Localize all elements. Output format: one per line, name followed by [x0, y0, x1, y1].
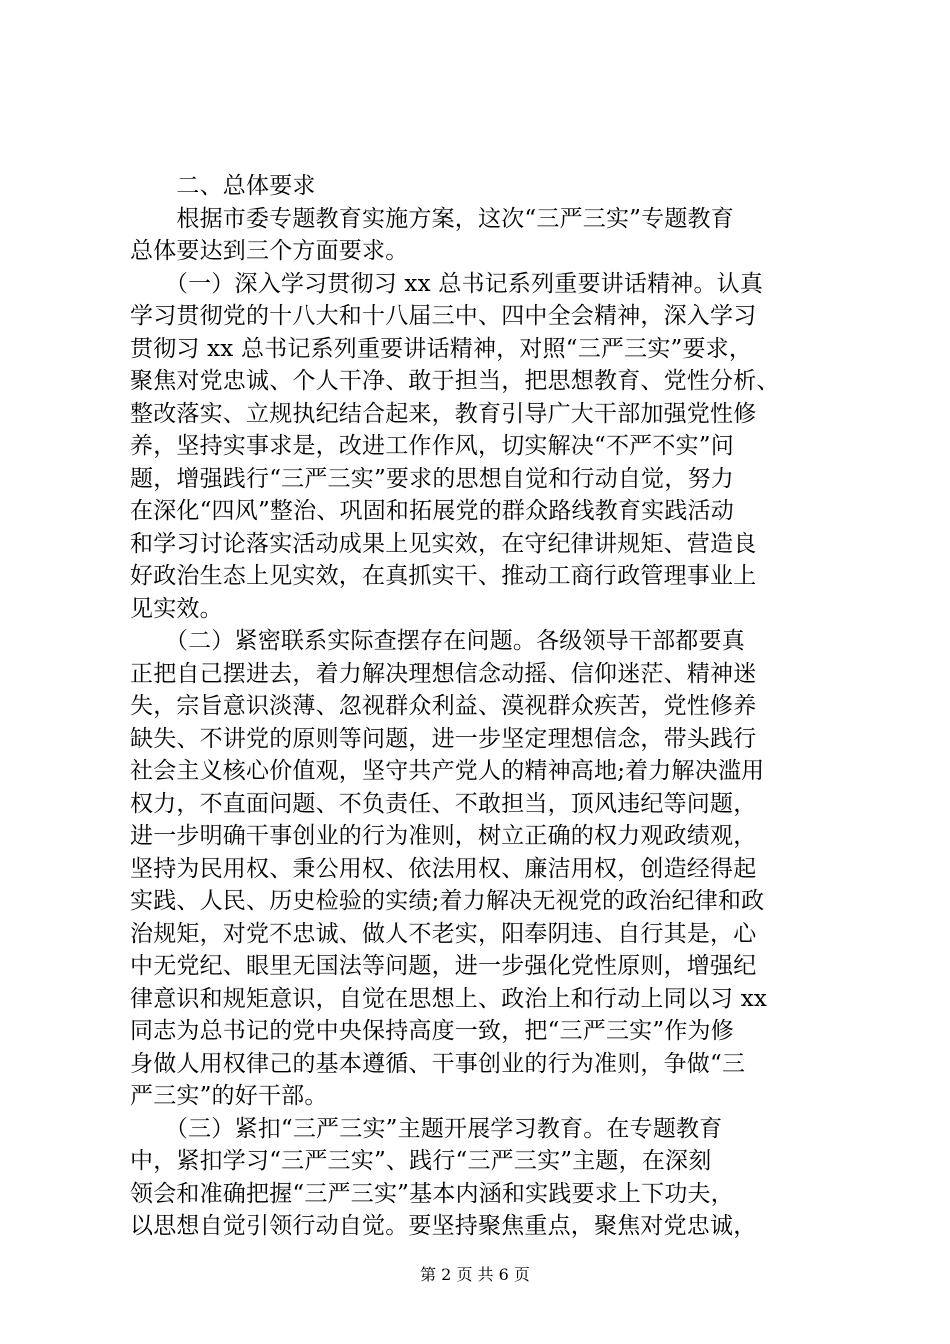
- text-line: 实践、人民、历史检验的实绩;着力解决无视党的政治纪律和政: [130, 888, 765, 914]
- text-line: 以思想自觉引领行动自觉。要坚持聚焦重点，聚焦对党忠诚，: [130, 1213, 757, 1239]
- text-line: 中无党纪、眼里无国法等问题，进一步强化党性原则，增强纪: [130, 953, 757, 979]
- text-line: 学习贯彻党的十八大和十八届三中、四中全会精神，深入学习: [130, 303, 757, 329]
- text-line: 失，宗旨意识淡薄、忽视群众利益、漠视群众疾苦，党性修养: [130, 693, 757, 719]
- text-line: （三）紧扣“三严三实”主题开展学习教育。在专题教育: [130, 1115, 723, 1142]
- text-line: 正把自己摆进去，着力解决理想信念动摇、信仰迷茫、精神迷: [130, 660, 757, 687]
- text-line: 二、总体要求: [130, 173, 316, 199]
- text-line: 整改落实、立规执纪结合起来，教育引导广大干部加强党性修: [130, 400, 757, 427]
- text-line: 见实效。: [130, 595, 223, 622]
- text-line: 和学习讨论落实活动成果上见实效，在守纪律讲规矩、营造良: [130, 530, 757, 557]
- text-line: 坚持为民用权、秉公用权、依法用权、廉洁用权，创造经得起: [130, 855, 757, 882]
- text-line: 身做人用权律己的基本遵循、干事创业的行为准则，争做“三: [130, 1050, 746, 1077]
- text-line: 在深化“四风”整治、巩固和拓展党的群众路线教育实践活动: [130, 498, 734, 524]
- text-line: 治规矩，对党不忠诚、做人不老实，阳奉阴违、自行其是，心: [130, 920, 757, 947]
- text-line: 养，坚持实事求是，改进工作作风，切实解决“不严不实”问: [130, 433, 734, 459]
- text-line: 领会和准确把握“三严三实”基本内涵和实践要求上下功夫，: [130, 1180, 734, 1207]
- document-body: [130, 170, 830, 1243]
- text-line: 聚焦对党忠诚、个人干净、敢于担当，把思想教育、党性分析、: [130, 368, 780, 394]
- text-line: （一）深入学习贯彻习 xx 总书记系列重要讲话精神。认真: [130, 270, 764, 297]
- text-line: 严三实”的好干部。: [130, 1083, 328, 1109]
- text-line: 缺失、不讲党的原则等问题，进一步坚定理想信念，带头践行: [130, 725, 757, 752]
- page-footer: 第 2 页 共 6 页: [420, 1265, 530, 1284]
- text-line: 权力，不直面问题、不负责任、不敢担当，顶风违纪等问题，: [130, 790, 757, 817]
- text-line: 根据市委专题教育实施方案，这次“三严三实”专题教育: [130, 205, 734, 232]
- text-line: 总体要达到三个方面要求。: [130, 238, 409, 264]
- text-line: 社会主义核心价值观，坚守共产党人的精神高地;着力解决滥用: [130, 758, 765, 784]
- text-line: 好政治生态上见实效，在真抓实干、推动工商行政管理事业上: [130, 563, 757, 589]
- text-line: 进一步明确干事创业的行为准则，树立正确的权力观政绩观，: [130, 823, 757, 849]
- text-line: 律意识和规矩意识，自觉在思想上、政治上和行动上同以习 xx: [130, 985, 768, 1012]
- text-line: 同志为总书记的党中央保持高度一致，把“三严三实”作为修: [130, 1018, 734, 1044]
- text-line: （二）紧密联系实际查摆存在问题。各级领导干部都要真: [130, 628, 745, 654]
- text-line: 贯彻习 xx 总书记系列重要讲话精神，对照“三严三实”要求，: [130, 335, 753, 362]
- text-line: 题，增强践行“三严三实”要求的思想自觉和行动自觉，努力: [130, 465, 734, 492]
- text-line: 中，紧扣学习“三严三实”、践行“三严三实”主题，在深刻: [130, 1148, 712, 1174]
